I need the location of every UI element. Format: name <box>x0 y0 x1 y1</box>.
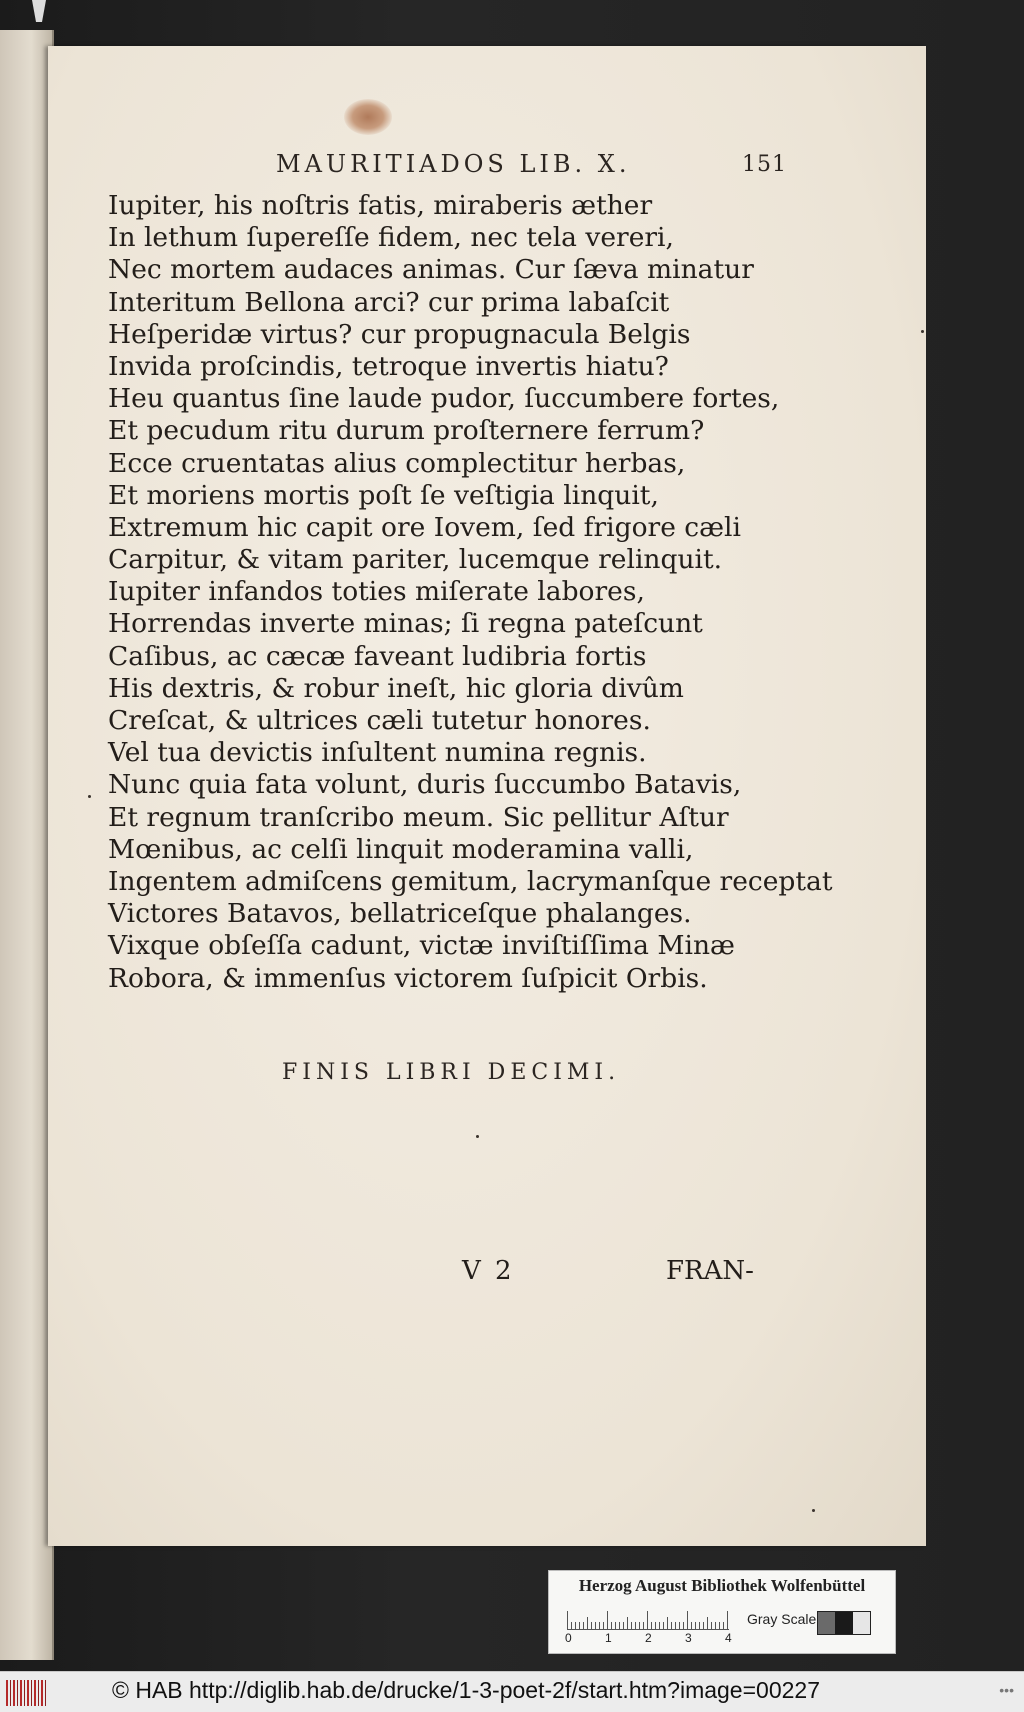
gray-swatch <box>853 1612 870 1634</box>
ruler-tick <box>619 1622 620 1629</box>
verse-line: Extremum hic capit ore Iovem, ſed frigore cæli <box>108 511 741 543</box>
ruler-tick <box>583 1622 584 1629</box>
ruler-tick <box>599 1622 600 1629</box>
page-stain <box>344 99 392 135</box>
gray-swatch <box>818 1612 835 1634</box>
page-number: 151 <box>742 152 787 177</box>
verse-line: Vixque obſeſſa cadunt, victæ inviſtiſſima Minæ <box>108 930 735 962</box>
verse-line: In lethum ſupereſſe fidem, nec tela vereri, <box>108 222 674 254</box>
verse-line: Vel tua devictis inſultent numina regnis. <box>108 737 647 769</box>
verse-line: Caſibus, ac cæcæ faveant ludibria fortis <box>108 640 647 672</box>
verse-line: Iupiter, his noſtris fatis, miraberis æther <box>108 190 653 221</box>
ruler-tick <box>567 1611 568 1629</box>
ruler-number: 4 <box>725 1631 732 1645</box>
ruler-tick <box>723 1622 724 1629</box>
ruler-tick <box>595 1622 596 1629</box>
gray-swatch <box>835 1612 852 1634</box>
running-head: MAURITIADOS LIB. X. <box>276 150 631 178</box>
verse-line: Horrendas inverte minas; ſi regna pateſcunt <box>108 608 703 640</box>
paper-speck <box>476 1135 479 1138</box>
verse-line: Creſcat, & ultrices cæli tutetur honores. <box>108 705 651 736</box>
paper-speck <box>812 1509 815 1512</box>
ruler-tick <box>691 1622 692 1629</box>
more-options-icon[interactable]: ••• <box>999 1682 1014 1698</box>
ruler-tick <box>607 1611 608 1629</box>
ruler-tick <box>575 1622 576 1629</box>
ruler-tick <box>707 1617 708 1629</box>
gray-scale-label: Gray Scale <box>747 1611 817 1627</box>
ruler-tick <box>715 1622 716 1629</box>
scale-card-title: Herzog August Bibliothek Wolfenbüttel <box>578 1576 866 1595</box>
ruler-tick <box>623 1622 624 1629</box>
ruler-tick <box>647 1611 648 1629</box>
ruler-tick <box>579 1622 580 1629</box>
ruler-tick <box>695 1622 696 1629</box>
ruler-tick <box>591 1622 592 1629</box>
finis-line: FINIS LIBRI DECIMI. <box>282 1060 621 1085</box>
ruler-tick <box>635 1622 636 1629</box>
verse-line: Et regnum tranſcribo meum. Sic pellitur Aſtur <box>108 801 729 833</box>
verse-line: Invida proſcindis, tetroque invertis hiatu? <box>108 350 669 382</box>
ruler-tick <box>659 1622 660 1629</box>
ruler-tick <box>655 1622 656 1629</box>
ruler-tick <box>571 1622 572 1629</box>
ruler-tick <box>699 1622 700 1629</box>
verse-line: Victores Batavos, bellatriceſque phalanges. <box>108 898 692 930</box>
ruler-tick <box>611 1622 612 1629</box>
ruler-tick <box>671 1622 672 1629</box>
verse-line: Nunc quia fata volunt, duris ſuccumbo Batavis, <box>108 769 742 801</box>
ruler-tick <box>675 1622 676 1629</box>
verse-line: Interitum Bellona arci? cur prima labaſcit <box>108 286 670 318</box>
ruler-number: 3 <box>685 1631 692 1645</box>
ruler-tick <box>683 1622 684 1629</box>
ruler-tick <box>667 1617 668 1629</box>
verse-block <box>108 190 833 995</box>
ruler-tick <box>587 1617 588 1629</box>
previous-page-edge <box>0 30 54 1660</box>
verse-line: Iupiter infandos toties miſerate labores, <box>108 576 645 608</box>
ruler-tick <box>719 1622 720 1629</box>
signature-mark: V 2 <box>462 1256 515 1286</box>
ruler-tick <box>643 1622 644 1629</box>
footer-url-text[interactable]: © HAB http://diglib.hab.de/drucke/1-3-poet-2f/start.htm?image=00227 <box>112 1677 820 1703</box>
paper-speck <box>921 330 924 333</box>
verse-line: Heſperidæ virtus? cur propugnacula Belgis <box>108 318 691 350</box>
ruler-scale <box>567 1607 729 1630</box>
verse-line: His dextris, & robur ineſt, hic gloria divûm <box>108 672 684 704</box>
footer-bar <box>0 1671 1024 1712</box>
color-scale-card <box>548 1570 896 1654</box>
verse-line: Robora, & immenſus victorem ſuſpicit Orbis. <box>108 962 708 994</box>
ruler-tick <box>711 1622 712 1629</box>
verse-line: Ingentem admiſcens gemitum, lacrymanſque receptat <box>108 865 833 897</box>
ruler-number: 2 <box>645 1631 652 1645</box>
ruler-tick <box>651 1622 652 1629</box>
gray-scale-swatches <box>817 1611 871 1635</box>
ruler-tick <box>631 1622 632 1629</box>
catchword: FRAN- <box>666 1256 754 1286</box>
ruler-number: 1 <box>605 1631 612 1645</box>
ruler-tick <box>687 1611 688 1629</box>
ruler-tick <box>615 1622 616 1629</box>
paper-speck <box>88 795 91 798</box>
verse-line: Et moriens mortis poſt ſe veſtigia linquit, <box>108 479 659 511</box>
corner-tab-icon <box>30 0 48 24</box>
barcode-logo-icon[interactable] <box>6 1680 46 1706</box>
ruler-tick <box>703 1622 704 1629</box>
ruler-tick <box>603 1622 604 1629</box>
ruler-tick <box>627 1617 628 1629</box>
verse-line: Nec mortem audaces animas. Cur ſæva minatur <box>108 254 754 286</box>
ruler-tick <box>663 1622 664 1629</box>
verse-line: Heu quantus ſine laude pudor, ſuccumbere fortes, <box>108 383 780 415</box>
ruler-numbers <box>563 1631 743 1647</box>
ruler-tick <box>679 1622 680 1629</box>
verse-line: Carpitur, & vitam pariter, lucemque relinquit. <box>108 544 723 576</box>
ruler-tick <box>639 1622 640 1629</box>
verse-line: Et pecudum ritu durum proſternere ferrum? <box>108 415 705 447</box>
ruler-tick <box>727 1611 728 1629</box>
ruler-number: 0 <box>565 1631 572 1645</box>
verse-line: Mœnibus, ac celſi linquit moderamina valli, <box>108 833 694 865</box>
verse-line: Ecce cruentatas alius complectitur herbas, <box>108 447 686 479</box>
